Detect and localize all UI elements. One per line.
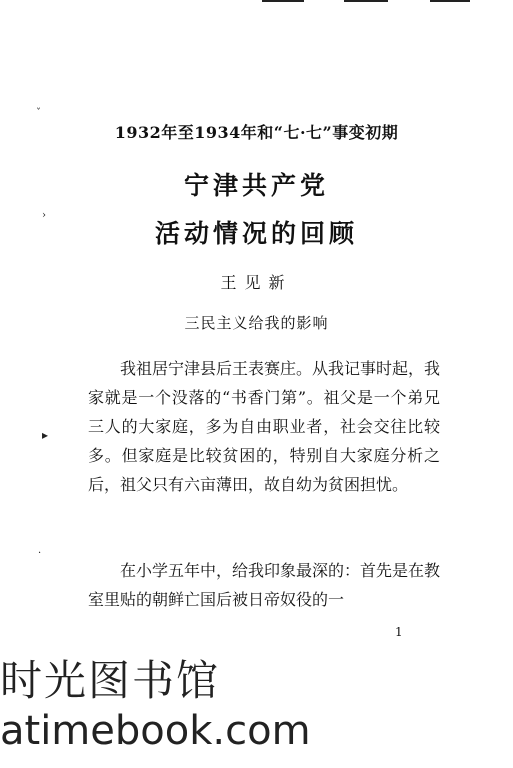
author-name: 王见新: [220, 273, 293, 292]
margin-mark: ·: [38, 548, 42, 559]
article-title-line2: 活动情况的回顾: [154, 219, 358, 248]
body-paragraph: 我祖居宁津县后王表赛庄。从我记事时起，我家就是一个没落的“书香门第”。祖父是一个弟兄三人的大家庭，多为自由职业者，社会交往比较多。但家庭是比较贫困的，特别自大家庭分析之后，祖父只有六亩薄田，故自幼为贫困担忧。: [88, 359, 441, 494]
top-rule: [262, 0, 304, 2]
margin-mark: ›: [42, 210, 46, 221]
watermark: [0, 656, 513, 756]
margin-mark: ˇ: [36, 108, 41, 119]
body-paragraph: 在小学五年中，给我印象最深的：首先是在教室里贴的朝鲜亡国后被日帝奴役的一: [88, 561, 441, 609]
article-title-line1: 宁津共产党: [183, 171, 329, 200]
page-number: 1: [395, 625, 403, 639]
section-heading: 三民主义给我的影响: [184, 314, 329, 332]
watermark-line2: atimebook.com: [0, 708, 311, 754]
top-rule: [430, 0, 470, 2]
margin-mark: ▸: [42, 428, 49, 442]
top-rule: [344, 0, 388, 2]
watermark-line1: 时光图书馆: [0, 656, 221, 705]
article-subtitle: 1932年至1934年和“七·七”事变初期: [114, 123, 399, 142]
